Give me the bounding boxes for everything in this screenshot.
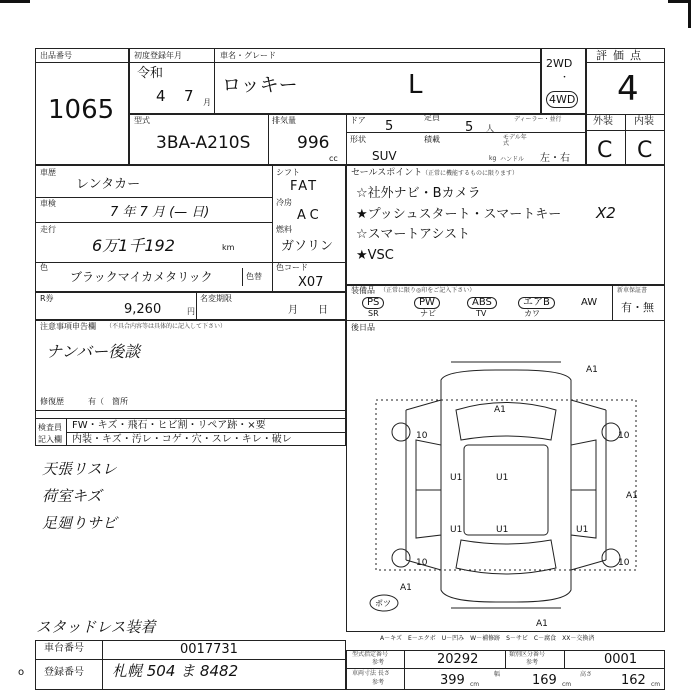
model-code: 3BA-A210S [156,133,251,153]
inspect-items: FW・キズ・飛石・ヒビ割・リペア跡・×要 [72,420,266,431]
sales-title: セールスポイント [351,168,423,178]
capacity: 5 [465,120,474,135]
warranty-value: 有・無 [621,301,654,314]
diagram-mark-a1-hood: A1 [494,405,506,415]
handle-label: ハンドル [500,156,525,163]
displacement-label: 排気量 [272,116,296,125]
recycle-label: R券 [40,294,54,303]
class-no: 0001 [604,652,638,667]
height-label: 高さ [580,671,593,678]
notes-handwritten: ナンバー後談 [46,342,141,361]
color-label: 色 [40,263,48,272]
history-label: 車歴 [40,168,56,177]
color-code-label: 色コード [276,263,308,272]
body-type: SUV [372,149,397,163]
equip-leather: カワ [524,309,540,318]
ac-value: AC [297,208,323,223]
shift-label: シフト [276,168,300,177]
width: 169 [532,673,557,688]
car-no: 0017731 [180,642,238,657]
class-no-label: 類別区分番号 [509,651,546,658]
car-no-label: 車台番号 [44,643,84,654]
color-code: X07 [298,275,324,290]
footer-marker: o [18,667,25,678]
sales-item-1: ☆社外ナビ・Bカメラ [356,186,481,201]
month-unit: 月 [203,98,211,107]
diagram-mark-10-rl: 10 [416,558,428,568]
interior-label: 内装 [634,116,654,127]
diagram-mark-u1-l2: U1 [450,525,463,535]
transfer-label: 名変期限 [200,294,232,303]
diagram-mark-a1-side: A1 [626,491,638,501]
remark-2: 荷室キズ [42,487,102,505]
name-label: 車名・グレード [220,51,276,60]
length: 399 [440,673,465,688]
diagram-mark-10-fl: 10 [416,431,428,441]
km-unit: km [222,243,235,252]
inspect-label: 検査員 [38,423,62,432]
equip-aw: AW [581,297,598,308]
sales-x2: X2 [596,204,616,222]
score-label: 評価点 [596,49,647,62]
plate-label: 登録番号 [44,667,84,678]
reg-label: 初度登録年月 [134,51,182,60]
displacement: 996 [297,133,330,153]
history-value: レンタカー [76,177,141,192]
handle-options: 左・右 [540,153,570,164]
height-unit: cm [651,681,661,688]
diagram-mark-u1-l1: U1 [450,473,463,483]
diagram-mark-10-rr: 10 [618,558,630,568]
drive-4wd: 4WD [546,91,578,108]
body-label: 形状 [350,135,366,144]
model-label: 型式 [134,116,150,125]
mileage-label: 走行 [40,225,56,234]
remark-3: 足廻りサビ [42,514,118,532]
exterior-grade: C [597,138,613,163]
car-name: ロッキー [222,74,298,96]
repair-label: 修復歴 [40,397,64,406]
drive-dot: ・ [560,73,570,83]
equip-ps: PS [362,297,384,309]
equipment-title: 装備品 [351,286,375,295]
sales-note: （正常に機能するものに限ります） [422,170,519,177]
width-label: 幅 [494,671,501,678]
record-label: 記入欄 [38,435,62,444]
diagram-mark-ua1: A1 [400,583,412,593]
corner-mark-top-left [0,0,30,3]
plate-value: 札幌 504 ま 8482 [112,662,239,680]
color-value: ブラックマイカメタリック [70,270,213,284]
type-no-label: 型式指定番号 [352,651,389,658]
corner-mark-top-right [668,0,690,3]
equip-sr: SR [368,309,379,318]
repair-value: 有（ 箇所 [88,397,128,406]
reg-month: 7 [184,87,194,105]
transfer-suffix: 月 日 [288,305,328,316]
diagram-mark-10-fr: 10 [618,431,630,441]
cc-unit: cc [329,154,338,163]
ref-label-3: 参考 [372,679,385,686]
doors: 5 [385,119,394,134]
lot-number: 1065 [48,95,115,125]
person-unit: 人 [486,124,494,133]
capacity-label: 定員 [424,113,440,122]
corner-mark-top-right-v [688,0,691,28]
sales-box [346,165,665,285]
dealer-label: ディーラー・並行 [514,116,562,123]
color-change-label: 色替 [246,272,262,281]
sales-item-3: ☆スマートアシスト [356,227,471,242]
diagram-mark-u1-c2: U1 [496,525,509,535]
fuel-value: ガソリン [281,239,334,254]
score-value: 4 [617,69,639,109]
ref-label-2: 参考 [526,659,539,666]
diagram-legend: A－キズ E－エクボ U－凹み W－補修跡 S－サビ C－腐食 XX－交換済 [380,635,595,642]
width-unit: cm [562,681,572,688]
shift-value: FAT [290,179,319,194]
model-year-label: モデル年式 [503,134,527,147]
remark-1: 天張リスレ [42,460,117,478]
height: 162 [621,673,646,688]
equip-tv: TV [476,309,487,318]
equip-airbag: エアB [518,297,555,309]
grade: L [408,70,423,100]
shaken-label: 車検 [40,199,56,208]
sales-item-4: ★VSC [356,248,394,263]
sales-item-2: ★プッシュスタート・スマートキー [356,207,562,222]
exterior-label: 外装 [593,116,613,127]
equip-navi: ナビ [420,309,436,318]
drive-2wd: 2WD [546,57,573,70]
rear-label: 後日品 [351,323,375,332]
car-diagram [346,340,665,630]
lot-label: 出品番号 [40,51,72,60]
diagram-mark-a1-front: A1 [586,365,598,375]
ref-label-1: 参考 [372,659,385,666]
mileage-value: 6万1千192 [92,236,175,255]
length-label: 車両寸法 長さ [352,670,390,677]
door-label: ドア [350,116,366,125]
diagram-sticker: ポツ [375,599,391,608]
diagram-mark-u1-r: U1 [576,525,589,535]
diagram-mark-u1-c1: U1 [496,473,509,483]
length-unit: cm [470,681,480,688]
reg-year: 4 [156,87,166,105]
diagram-mark-a1-rear: A1 [536,619,548,629]
ac-label: 冷房 [276,198,292,207]
kg-unit: kg [489,155,497,162]
warranty-label: 新車保証書 [617,287,648,294]
record-items: 内装・キズ・汚レ・コゲ・穴・スレ・キレ・破レ [72,434,292,445]
studless-note: スタッドレス装着 [36,618,156,636]
yen-unit: 円 [187,307,195,316]
shaken-value: 7 年 7 月 (— 日) [110,205,210,220]
equip-abs: ABS [467,297,497,309]
era: 令和 [137,66,164,81]
equipment-note: （正常に限り◎印をご記入下さい） [380,287,476,294]
notes-title: 注意事項申告欄 [40,322,96,331]
recycle-fee: 9,260 [124,302,162,317]
fuel-label: 燃料 [276,225,292,234]
load-label: 積載 [424,135,440,144]
notes-subtitle: （不具合内容等は具体的に記入して下さい） [106,323,227,330]
interior-grade: C [637,138,653,163]
type-no: 20292 [437,652,479,667]
equip-pw: PW [414,297,440,309]
